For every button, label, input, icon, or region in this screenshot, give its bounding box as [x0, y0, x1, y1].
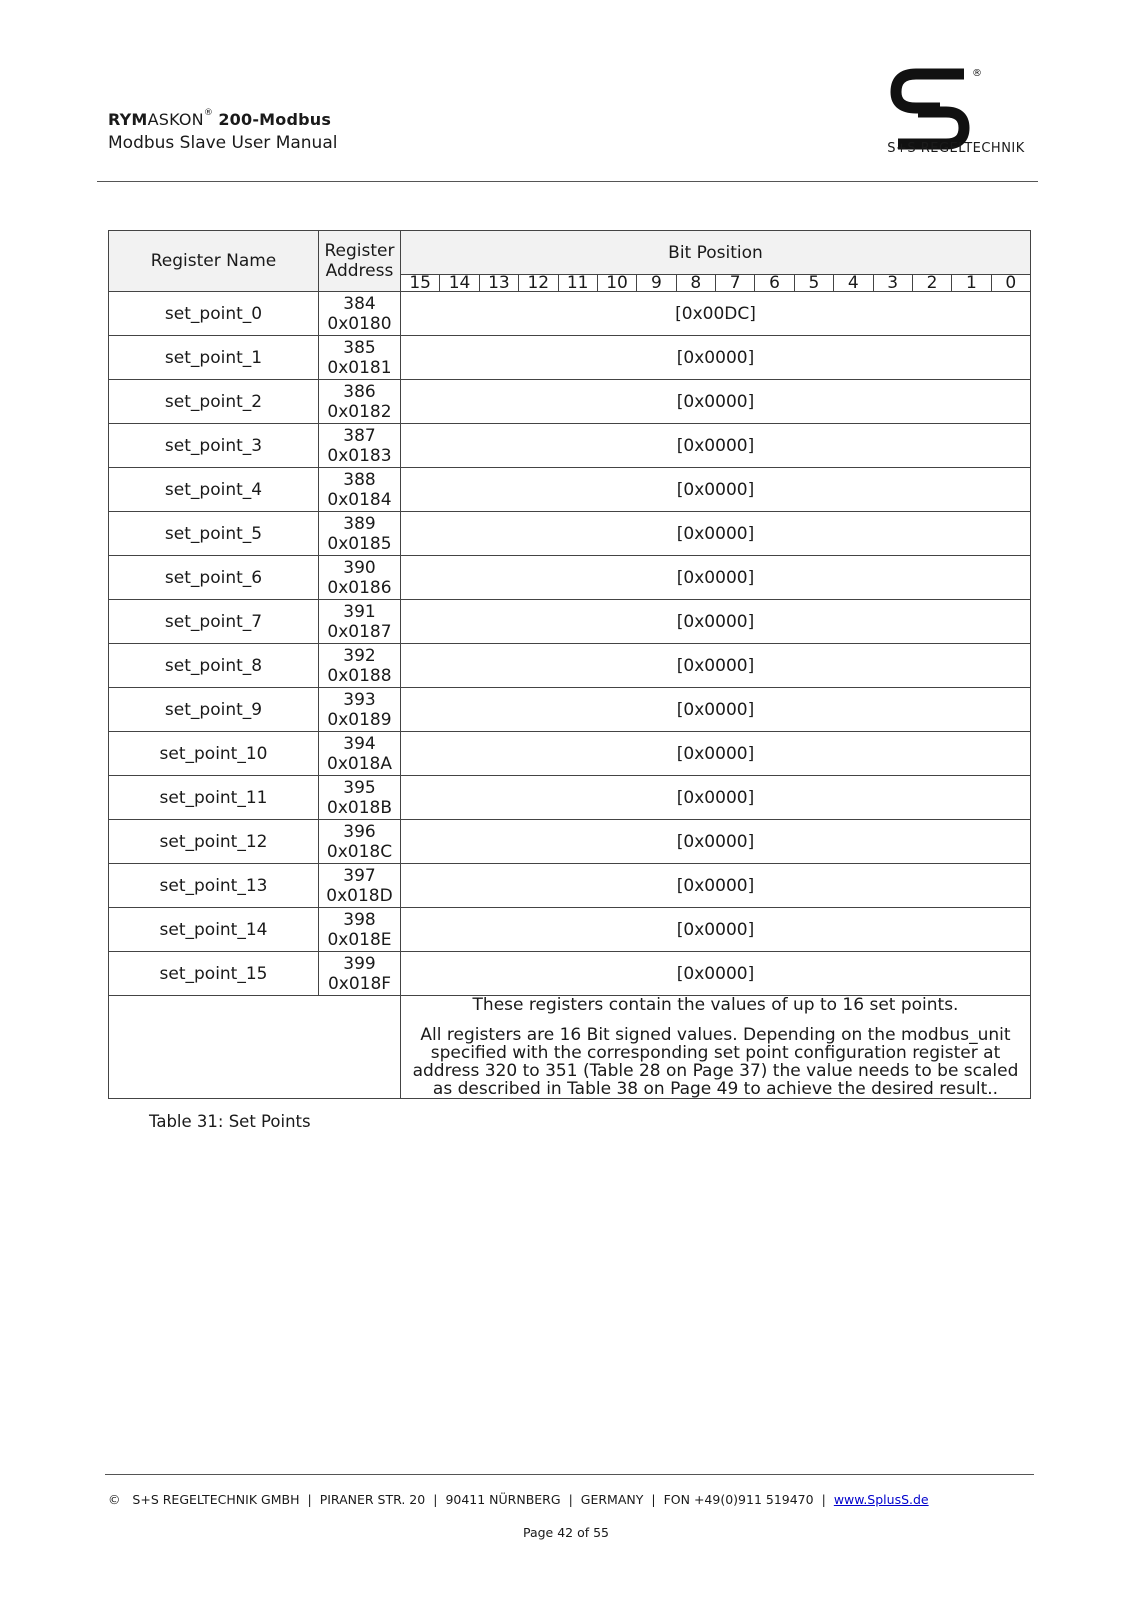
register-address-hex: 0x0181 — [327, 357, 392, 378]
register-address-hex: 0x0184 — [327, 489, 392, 510]
register-address-hex: 0x018D — [326, 885, 393, 906]
bit-cell: 10 — [597, 275, 636, 292]
logo-registered-mark: ® — [972, 68, 982, 79]
register-address-hex: 0x0189 — [327, 709, 392, 730]
register-row — [109, 820, 1031, 864]
footer-separator: | — [568, 1492, 573, 1507]
register-name: set_point_13 — [109, 864, 319, 908]
register-row — [109, 732, 1031, 776]
register-row — [109, 468, 1031, 512]
register-name: set_point_2 — [109, 380, 319, 424]
register-address-hex: 0x0186 — [327, 577, 392, 598]
register-name: set_point_15 — [109, 952, 319, 996]
register-default-value: [0x0000] — [401, 644, 1031, 688]
register-default-value: [0x0000] — [401, 864, 1031, 908]
register-name: set_point_5 — [109, 512, 319, 556]
register-address-hex: 0x0182 — [327, 401, 392, 422]
header-address-line2: Address — [325, 261, 394, 281]
register-name: set_point_11 — [109, 776, 319, 820]
footer-separator: | — [651, 1492, 656, 1507]
register-default-value: [0x0000] — [401, 688, 1031, 732]
register-address — [319, 292, 401, 336]
register-row — [109, 688, 1031, 732]
register-address-dec: 392 — [343, 645, 376, 666]
bit-cell: 9 — [637, 275, 676, 292]
table-notes — [401, 996, 1031, 1099]
register-address-hex: 0x0185 — [327, 533, 392, 554]
register-address-dec: 391 — [343, 601, 376, 622]
register-address-hex: 0x018E — [327, 929, 392, 950]
register-name: set_point_1 — [109, 336, 319, 380]
copyright-symbol: © — [108, 1492, 121, 1507]
register-address — [319, 380, 401, 424]
register-address-hex: 0x0187 — [327, 621, 392, 642]
note-paragraph: All registers are 16 Bit signed values. Depending on the modbus_unit specified with the corresponding set point configuration register at address 320 to 351 (Table 28 on Page 37) the value needs to be scaled as described in Table 38 on Page 49 to achieve the desired result.. — [412, 1025, 1019, 1099]
register-address-hex: 0x018B — [327, 797, 392, 818]
header-row — [109, 231, 1031, 275]
register-default-value: [0x0000] — [401, 512, 1031, 556]
register-address — [319, 688, 401, 732]
register-address-hex: 0x0183 — [327, 445, 392, 466]
register-row — [109, 864, 1031, 908]
register-row — [109, 424, 1031, 468]
brand-model: 200-Modbus — [218, 110, 332, 129]
register-row — [109, 644, 1031, 688]
register-address-hex: 0x0188 — [327, 665, 392, 686]
register-name: set_point_4 — [109, 468, 319, 512]
footer-phone: FON +49(0)911 519470 — [663, 1492, 814, 1507]
register-address-dec: 388 — [343, 469, 376, 490]
page-number: Page 42 of 55 — [522, 1525, 610, 1540]
bit-cell: 2 — [912, 275, 951, 292]
register-address-dec: 394 — [343, 733, 376, 754]
register-row — [109, 600, 1031, 644]
bit-cell: 3 — [873, 275, 912, 292]
register-row — [109, 336, 1031, 380]
register-default-value: [0x0000] — [401, 952, 1031, 996]
register-address-dec: 384 — [343, 293, 376, 314]
header-register-address — [319, 231, 401, 292]
register-row — [109, 952, 1031, 996]
footer-separator: | — [821, 1492, 826, 1507]
register-address — [319, 864, 401, 908]
register-row — [109, 776, 1031, 820]
register-address-hex: 0x018F — [327, 973, 392, 994]
register-address-dec: 389 — [343, 513, 376, 534]
register-name: set_point_8 — [109, 644, 319, 688]
register-address — [319, 820, 401, 864]
register-address-dec: 386 — [343, 381, 376, 402]
bit-cell: 8 — [676, 275, 715, 292]
register-address — [319, 644, 401, 688]
register-name: set_point_14 — [109, 908, 319, 952]
bit-cell: 0 — [991, 275, 1030, 292]
register-name: set_point_9 — [109, 688, 319, 732]
footer — [108, 1492, 1028, 1507]
register-default-value: [0x0000] — [401, 820, 1031, 864]
bit-cell: 11 — [558, 275, 597, 292]
company-name-logo: S+S REGELTECHNIK — [887, 141, 1025, 156]
register-address-dec: 397 — [343, 865, 376, 886]
bit-cell: 7 — [716, 275, 755, 292]
footer-country: GERMANY — [580, 1492, 644, 1507]
register-address-dec: 385 — [343, 337, 376, 358]
register-address — [319, 732, 401, 776]
bit-cell: 1 — [952, 275, 991, 292]
register-row — [109, 556, 1031, 600]
register-address-dec: 396 — [343, 821, 376, 842]
register-address — [319, 908, 401, 952]
footer-divider — [105, 1474, 1034, 1475]
brand-bold: RYM — [108, 110, 148, 129]
register-row — [109, 908, 1031, 952]
register-address-dec: 395 — [343, 777, 376, 798]
register-table — [108, 230, 1031, 1099]
register-default-value: [0x0000] — [401, 732, 1031, 776]
register-address — [319, 468, 401, 512]
footer-separator: | — [307, 1492, 312, 1507]
note-paragraph: These registers contain the values of up to 16 set points. — [472, 995, 959, 1015]
register-default-value: [0x0000] — [401, 468, 1031, 512]
header-divider — [97, 181, 1038, 182]
register-row — [109, 380, 1031, 424]
register-default-value: [0x0000] — [401, 336, 1031, 380]
register-name: set_point_3 — [109, 424, 319, 468]
bit-cell: 13 — [479, 275, 518, 292]
register-name: set_point_6 — [109, 556, 319, 600]
register-address — [319, 952, 401, 996]
register-default-value: [0x0000] — [401, 556, 1031, 600]
register-address — [319, 776, 401, 820]
document-subtitle: Modbus Slave User Manual — [108, 133, 338, 153]
register-name: set_point_12 — [109, 820, 319, 864]
footer-street: PIRANER STR. 20 — [319, 1492, 426, 1507]
footer-city: 90411 NÜRNBERG — [445, 1492, 561, 1507]
notes-row — [109, 996, 1031, 1099]
register-address-hex: 0x018A — [327, 753, 392, 774]
register-default-value: [0x0000] — [401, 424, 1031, 468]
register-address-hex: 0x0180 — [327, 313, 392, 334]
brand-registered-mark: ® — [203, 108, 214, 118]
register-default-value: [0x0000] — [401, 380, 1031, 424]
register-row — [109, 292, 1031, 336]
register-name: set_point_0 — [109, 292, 319, 336]
register-address — [319, 424, 401, 468]
bit-cell: 14 — [440, 275, 479, 292]
register-address — [319, 556, 401, 600]
register-address-dec: 398 — [343, 909, 376, 930]
brand-normal: ASKON — [147, 110, 204, 129]
register-default-value: [0x0000] — [401, 908, 1031, 952]
register-address — [319, 336, 401, 380]
register-name: set_point_10 — [109, 732, 319, 776]
footer-separator: | — [433, 1492, 438, 1507]
table-caption: Table 31: Set Points — [149, 1112, 311, 1131]
header-register-name: Register Name — [109, 231, 319, 292]
bit-cell: 6 — [755, 275, 794, 292]
bit-cell: 12 — [519, 275, 558, 292]
header-bit-position: Bit Position — [401, 231, 1031, 275]
bit-cell: 4 — [834, 275, 873, 292]
register-address-dec: 387 — [343, 425, 376, 446]
bit-cell: 15 — [401, 275, 440, 292]
register-row — [109, 512, 1031, 556]
footer-website-link[interactable]: www.SplusS.de — [833, 1492, 929, 1507]
register-address — [319, 512, 401, 556]
register-name: set_point_7 — [109, 600, 319, 644]
register-address-dec: 390 — [343, 557, 376, 578]
register-address-dec: 393 — [343, 689, 376, 710]
register-address-hex: 0x018C — [326, 841, 393, 862]
bit-cell: 5 — [794, 275, 833, 292]
register-default-value: [0x00DC] — [401, 292, 1031, 336]
notes-spacer — [109, 996, 401, 1099]
register-address — [319, 600, 401, 644]
footer-company: S+S REGELTECHNIK GMBH — [132, 1492, 300, 1507]
register-default-value: [0x0000] — [401, 776, 1031, 820]
register-default-value: [0x0000] — [401, 600, 1031, 644]
document-title — [108, 110, 331, 129]
header-address-line1: Register — [324, 241, 395, 261]
register-address-dec: 399 — [343, 953, 376, 974]
